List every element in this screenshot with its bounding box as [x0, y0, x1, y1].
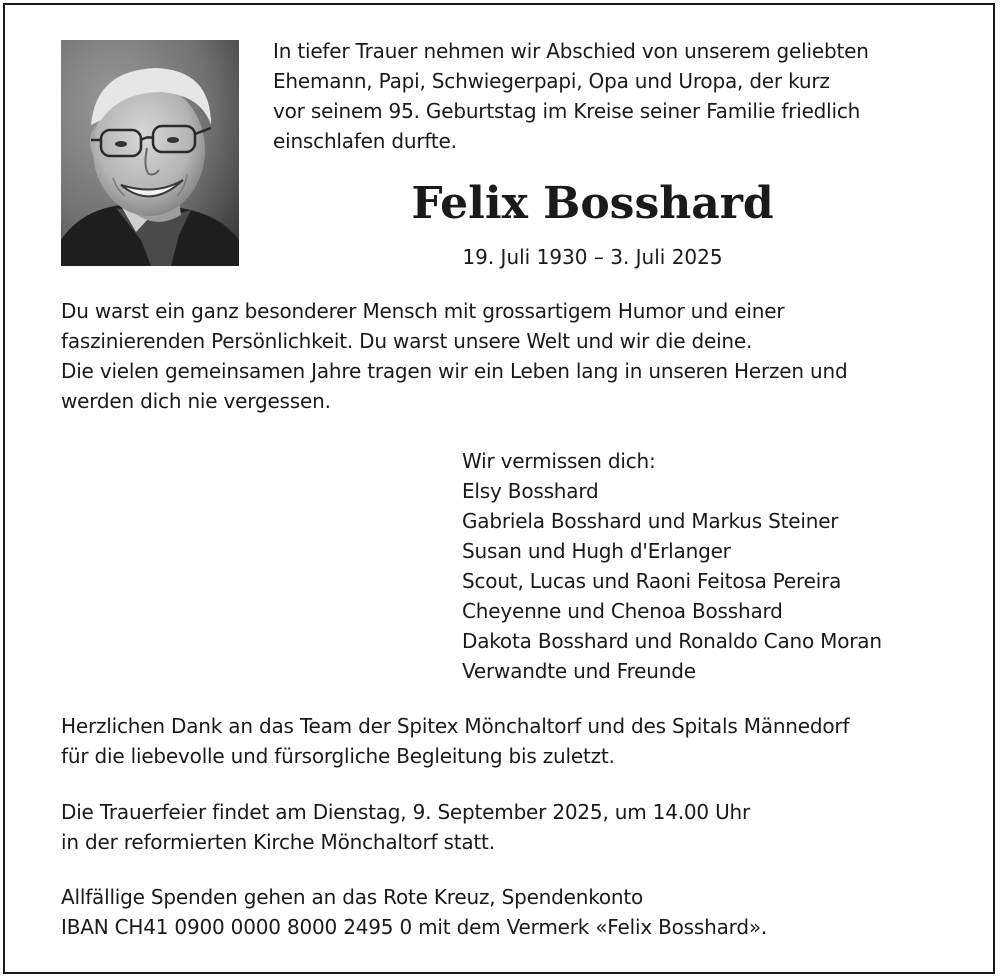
mourners-heading: Wir vermissen dich: [462, 449, 656, 473]
ceremony-line: Die Trauerfeier findet am Dienstag, 9. September 2025, um 14.00 Uhr [61, 800, 751, 824]
donations-line: Allfällige Spenden gehen an das Rote Kreuz, Spendenkonto [61, 885, 644, 909]
thanks-line: Herzlichen Dank an das Team der Spitex Mönchaltorf und des Spitals Männedorf [61, 714, 850, 738]
ceremony-line: in der reformierten Kirche Mönchaltorf statt. [61, 830, 495, 854]
tribute-line: werden dich nie vergessen. [61, 389, 331, 413]
mourner-name: Cheyenne und Chenoa Bosshard [462, 599, 783, 623]
mourner-name: Susan und Hugh d'Erlanger [462, 539, 731, 563]
tribute-line: faszinierenden Persönlichkeit. Du warst unsere Welt und wir die deine. [61, 329, 753, 353]
intro-line: In tiefer Trauer nehmen wir Abschied von unserem geliebten [273, 39, 869, 63]
mourner-name: Dakota Bosshard und Ronaldo Cano Moran [462, 629, 882, 653]
mourner-name: Gabriela Bosshard und Markus Steiner [462, 509, 839, 533]
intro-line: einschlafen durfte. [273, 129, 457, 153]
ceremony-text [61, 797, 750, 857]
mourner-name: Elsy Bosshard [462, 479, 599, 503]
intro-line: Ehemann, Papi, Schwiegerpapi, Opa und Uropa, der kurz [273, 69, 830, 93]
tribute-line: Die vielen gemeinsamen Jahre tragen wir ein Leben lang in unseren Herzen und [61, 359, 848, 383]
mourner-name: Verwandte und Freunde [462, 659, 696, 683]
intro-line: vor seinem 95. Geburtstag im Kreise seiner Familie friedlich [273, 99, 861, 123]
thanks-line: für die liebevolle und fürsorgliche Begleitung bis zuletzt. [61, 744, 615, 768]
mourner-name: Scout, Lucas und Raoni Feitosa Pereira [462, 569, 842, 593]
life-dates: 19. Juli 1930 – 3. Juli 2025 [462, 245, 723, 269]
donations-text [61, 882, 767, 942]
thanks-text [61, 711, 849, 771]
tribute-text [61, 296, 847, 416]
mourners-list [462, 446, 882, 686]
donations-line: IBAN CH41 0900 0000 8000 2495 0 mit dem Vermerk «Felix Bosshard». [61, 915, 768, 939]
intro-text [273, 36, 869, 156]
tribute-line: Du warst ein ganz besonderer Mensch mit grossartigem Humor und einer [61, 299, 785, 323]
deceased-name: Felix Bosshard [411, 178, 774, 229]
